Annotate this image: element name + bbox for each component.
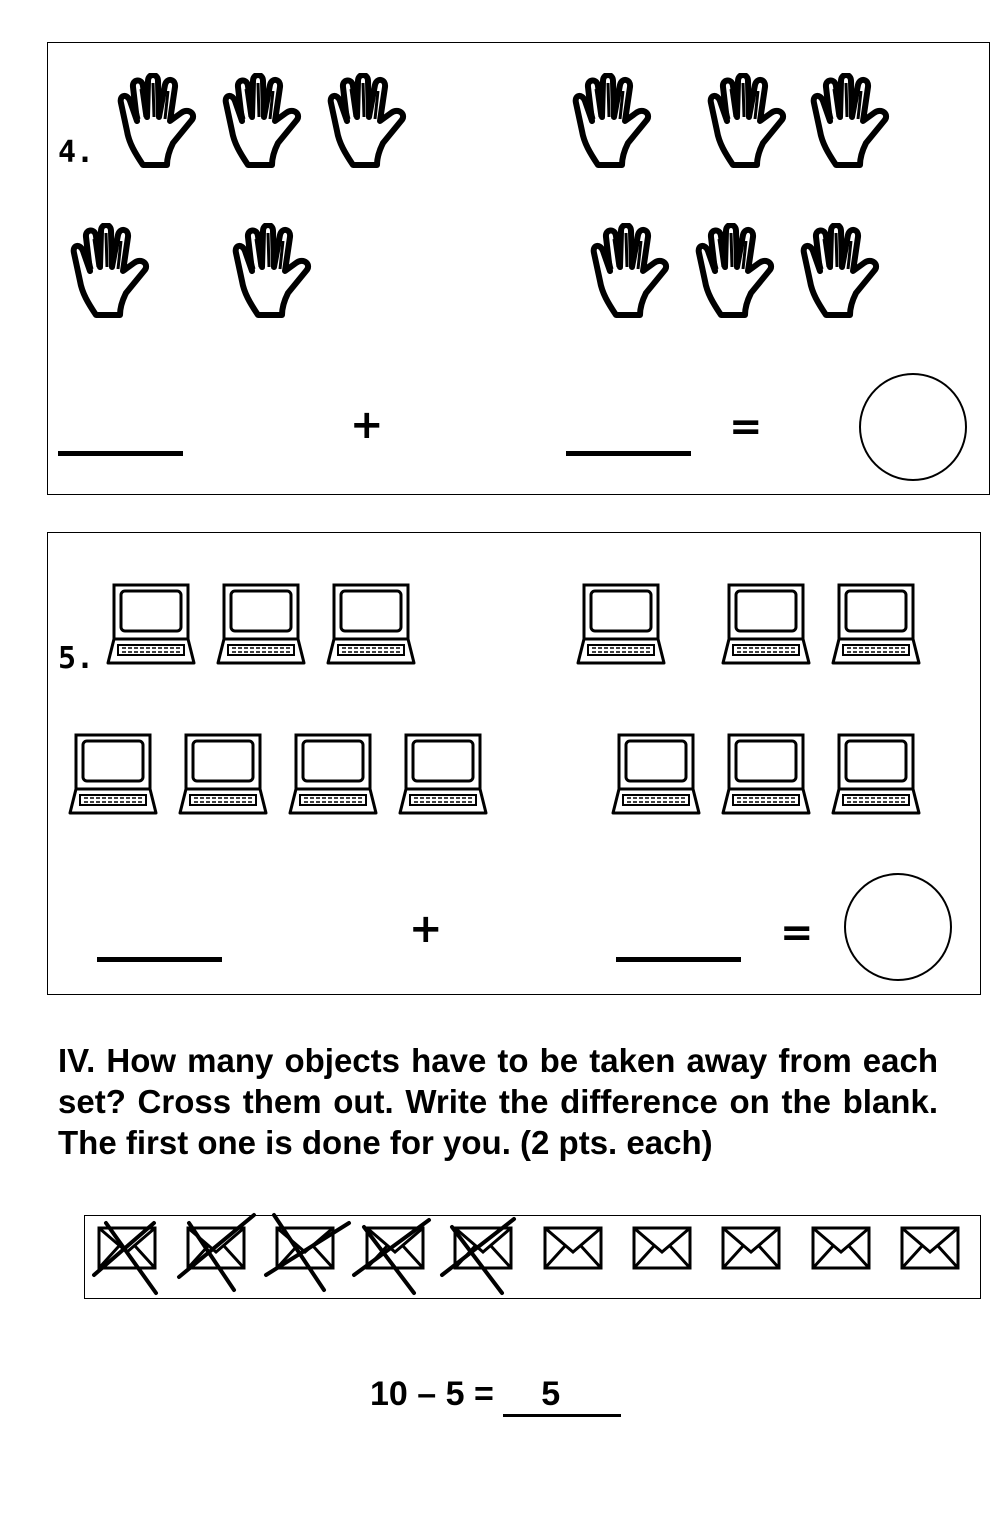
- hand-icon: [806, 73, 896, 173]
- section-iv-instructions: IV. How many objects have to be taken away from each set? Cross them out. Write the difference on the blank. The first one is done for you. (2 pts. each): [58, 1042, 938, 1161]
- hand-icon: [66, 223, 156, 323]
- example-equation-text: 10 – 5 =: [370, 1375, 494, 1413]
- envelope-icon: [900, 1226, 960, 1270]
- answer-blank-1[interactable]: [58, 451, 183, 456]
- answer-blank-1[interactable]: [97, 957, 222, 962]
- hand-icon: [568, 73, 658, 173]
- laptop-icon: [216, 583, 306, 668]
- plus-sign: +: [409, 906, 443, 952]
- laptop-icon: [721, 733, 811, 818]
- laptop-icon: [178, 733, 268, 818]
- hand-icon: [113, 73, 203, 173]
- laptop-icon: [326, 583, 416, 668]
- problem-4-box: [47, 42, 990, 495]
- hand-icon: [691, 223, 781, 323]
- example-equation: [370, 1375, 621, 1417]
- cross-mark: [179, 1215, 254, 1290]
- cross-mark: [354, 1220, 429, 1293]
- problem-5-box: [47, 532, 981, 995]
- hand-icon: [228, 223, 318, 323]
- equals-sign: =: [729, 404, 763, 450]
- laptop-icon: [398, 733, 488, 818]
- cross-mark: [442, 1219, 514, 1293]
- laptop-icon: [831, 733, 921, 818]
- laptop-icon: [288, 733, 378, 818]
- answer-blank-2[interactable]: [566, 451, 691, 456]
- plus-sign: +: [350, 402, 384, 448]
- envelope-icon: [811, 1226, 871, 1270]
- equals-sign: =: [780, 910, 814, 956]
- sum-answer-circle[interactable]: [859, 373, 967, 481]
- hand-icon: [703, 73, 793, 173]
- laptop-icon: [576, 583, 666, 668]
- laptop-icon: [106, 583, 196, 668]
- problem-4-number: 4.: [58, 135, 95, 170]
- laptop-icon: [831, 583, 921, 668]
- sum-answer-circle[interactable]: [844, 873, 952, 981]
- hand-icon: [323, 73, 413, 173]
- cross-mark: [94, 1223, 156, 1293]
- hand-icon: [586, 223, 676, 323]
- answer-blank-2[interactable]: [616, 957, 741, 962]
- envelope-icon: [721, 1226, 781, 1270]
- envelope-icon: [632, 1226, 692, 1270]
- problem-5-number: 5.: [58, 641, 95, 676]
- hand-icon: [218, 73, 308, 173]
- cross-mark: [266, 1215, 349, 1290]
- envelope-icon: [543, 1226, 603, 1270]
- laptop-icon: [611, 733, 701, 818]
- example-answer: 5: [503, 1375, 621, 1417]
- hand-icon: [796, 223, 886, 323]
- laptop-icon: [68, 733, 158, 818]
- laptop-icon: [721, 583, 811, 668]
- cross-out-marks: [84, 1205, 544, 1305]
